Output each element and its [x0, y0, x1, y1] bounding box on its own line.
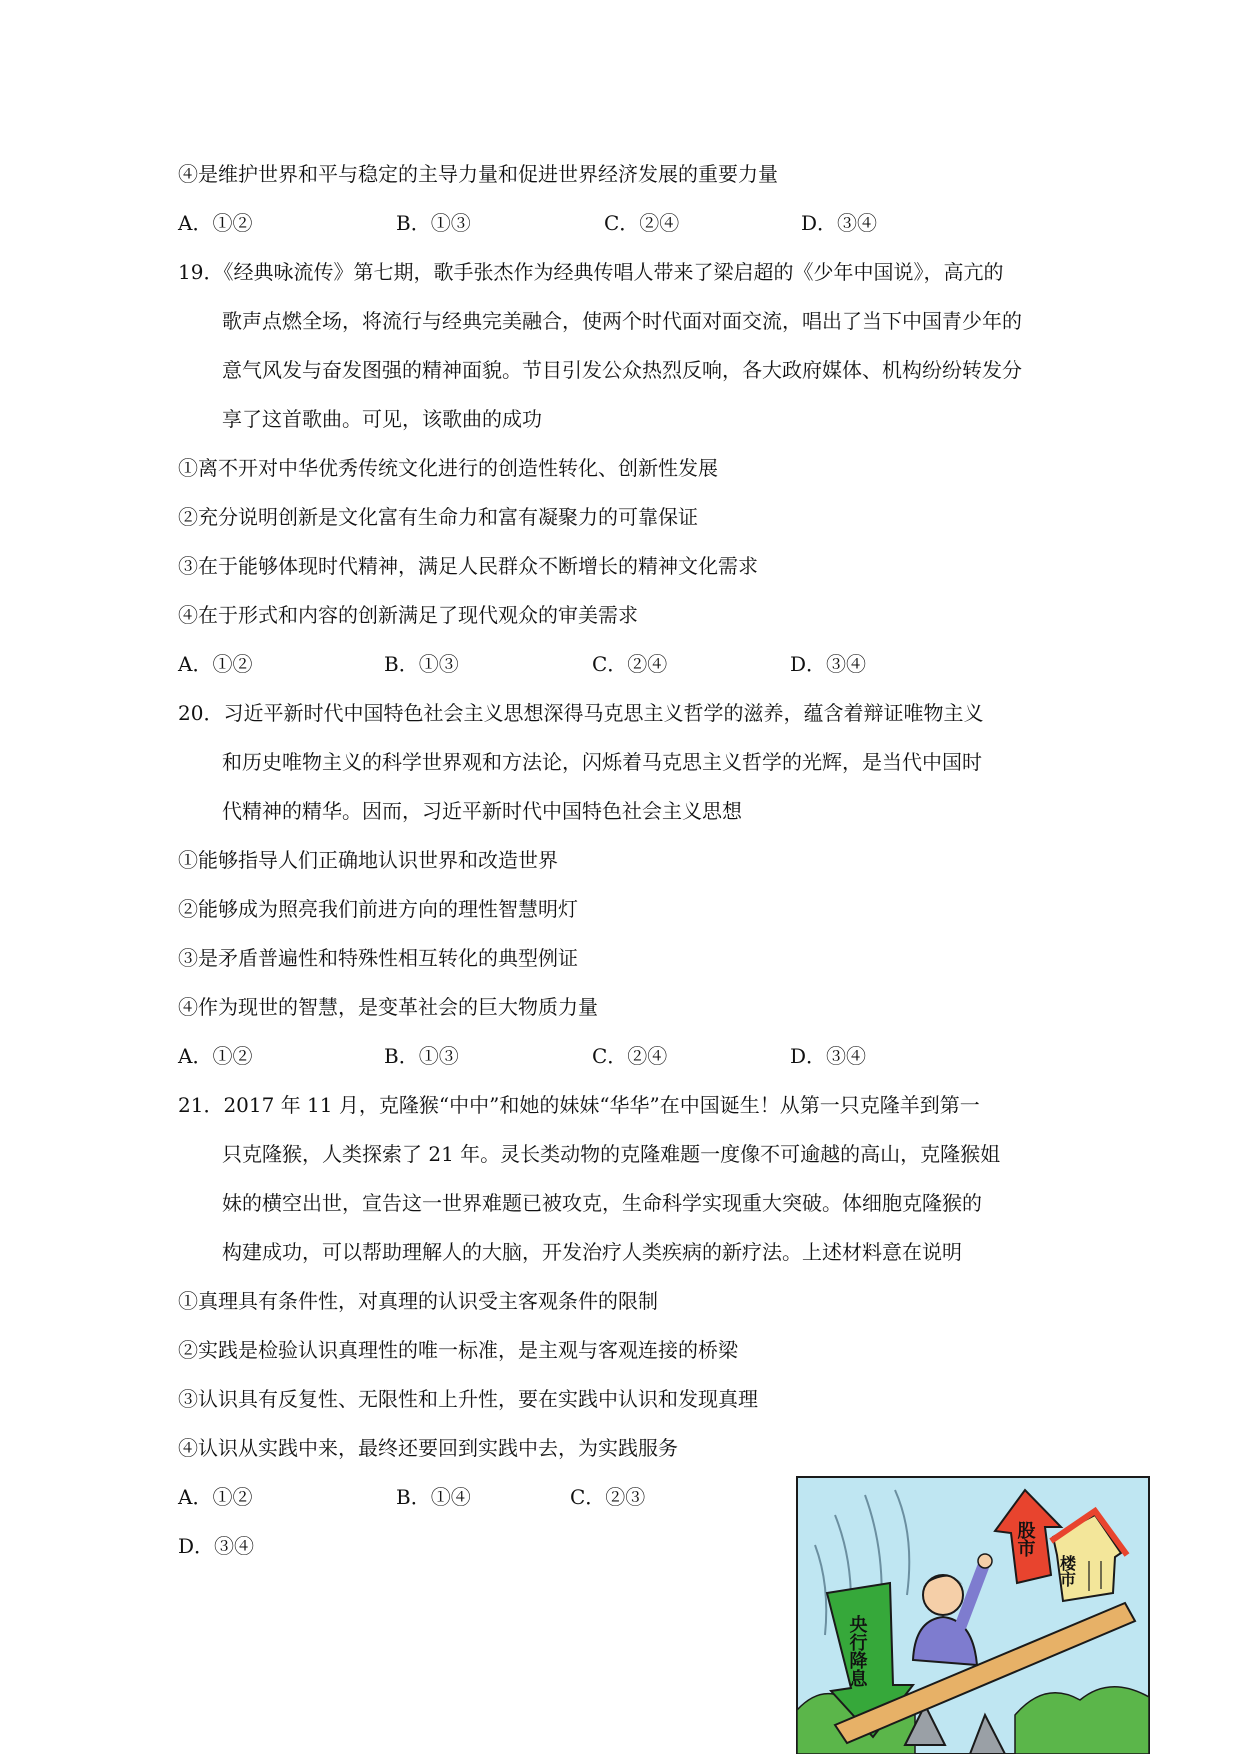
seesaw-cartoon	[795, 1475, 1151, 1754]
q19-option-d: D．③④	[790, 652, 867, 676]
q19-item-2: ②充分说明创新是文化富有生命力和富有凝聚力的可靠保证	[178, 505, 698, 529]
seesaw-cartoon-drawing	[795, 1475, 1151, 1754]
q19-item-4: ④在于形式和内容的创新满足了现代观众的审美需求	[178, 603, 638, 627]
prev-option-b: B．①③	[396, 211, 471, 235]
q19-stem-line-4: 享了这首歌曲。可见，该歌曲的成功	[222, 407, 542, 431]
q20-item-3: ③是矛盾普遍性和特殊性相互转化的典型例证	[178, 946, 578, 970]
prev-item-4: ④是维护世界和平与稳定的主导力量和促进世界经济发展的重要力量	[178, 162, 778, 186]
q21-item-3: ③认识具有反复性、无限性和上升性，要在实践中认识和发现真理	[178, 1387, 758, 1411]
q20-option-b: B．①③	[384, 1044, 459, 1068]
prev-option-c: C．②④	[604, 211, 680, 235]
prev-option-d: D．③④	[801, 211, 878, 235]
q19-item-1: ①离不开对中华优秀传统文化进行的创造性转化、创新性发展	[178, 456, 718, 480]
q20-option-c: C．②④	[592, 1044, 668, 1068]
q19-stem-line-3: 意气风发与奋发图强的精神面貌。节目引发公众热烈反响，各大政府媒体、机构纷纷转发分	[222, 358, 1022, 382]
q19-option-a: A．①②	[178, 652, 253, 676]
q21-stem-line-2: 只克隆猴，人类探索了 21 年。灵长类动物的克隆难题一度像不可逾越的高山，克隆猴姐	[222, 1142, 1001, 1166]
q19-stem-line-1: 19．《经典咏流传》第七期，歌手张杰作为经典传唱人带来了梁启超的《少年中国说》，高亢的	[178, 260, 1004, 284]
prev-option-a: A．①②	[178, 211, 253, 235]
q21-option-b: B．①④	[396, 1485, 471, 1509]
q19-stem-line-2: 歌声点燃全场，将流行与经典完美融合，使两个时代面对面交流，唱出了当下中国青少年的	[222, 309, 1022, 333]
q21-option-d: D．③④	[178, 1534, 255, 1558]
q21-option-a: A．①②	[178, 1485, 253, 1509]
q21-stem-line-1: 21．2017 年 11 月，克隆猴“中中”和她的妹妹“华华”在中国诞生！从第一只克隆羊到第一	[178, 1093, 980, 1117]
q21-item-1: ①真理具有条件性，对真理的认识受主客观条件的限制	[178, 1289, 658, 1313]
q21-stem-line-3: 妹的横空出世，宣告这一世界难题已被攻克，生命科学实现重大突破。体细胞克隆猴的	[222, 1191, 982, 1215]
q20-stem-line-1: 20．习近平新时代中国特色社会主义思想深得马克思主义哲学的滋养，蕴含着辩证唯物主义	[178, 701, 984, 725]
house-sign-text: 楼市	[1057, 1555, 1077, 1587]
q20-item-2: ②能够成为照亮我们前进方向的理性智慧明灯	[178, 897, 578, 921]
q21-option-c: C．②③	[570, 1485, 646, 1509]
q20-stem-line-3: 代精神的精华。因而，习近平新时代中国特色社会主义思想	[222, 799, 742, 823]
q19-option-b: B．①③	[384, 652, 459, 676]
q20-option-d: D．③④	[790, 1044, 867, 1068]
bank-sign-text: 央行降息	[846, 1615, 868, 1687]
stock-sign-text: 股市	[1014, 1521, 1036, 1557]
q21-stem-line-4: 构建成功，可以帮助理解人的大脑，开发治疗人类疾病的新疗法。上述材料意在说明	[222, 1240, 962, 1264]
q20-option-a: A．①②	[178, 1044, 253, 1068]
q19-item-3: ③在于能够体现时代精神，满足人民群众不断增长的精神文化需求	[178, 554, 758, 578]
q20-item-1: ①能够指导人们正确地认识世界和改造世界	[178, 848, 558, 872]
q21-item-2: ②实践是检验认识真理性的唯一标准，是主观与客观连接的桥梁	[178, 1338, 738, 1362]
q20-stem-line-2: 和历史唯物主义的科学世界观和方法论，闪烁着马克思主义哲学的光辉，是当代中国时	[222, 750, 982, 774]
q19-option-c: C．②④	[592, 652, 668, 676]
q20-item-4: ④作为现世的智慧，是变革社会的巨大物质力量	[178, 995, 598, 1019]
q21-item-4: ④认识从实践中来，最终还要回到实践中去，为实践服务	[178, 1436, 678, 1460]
